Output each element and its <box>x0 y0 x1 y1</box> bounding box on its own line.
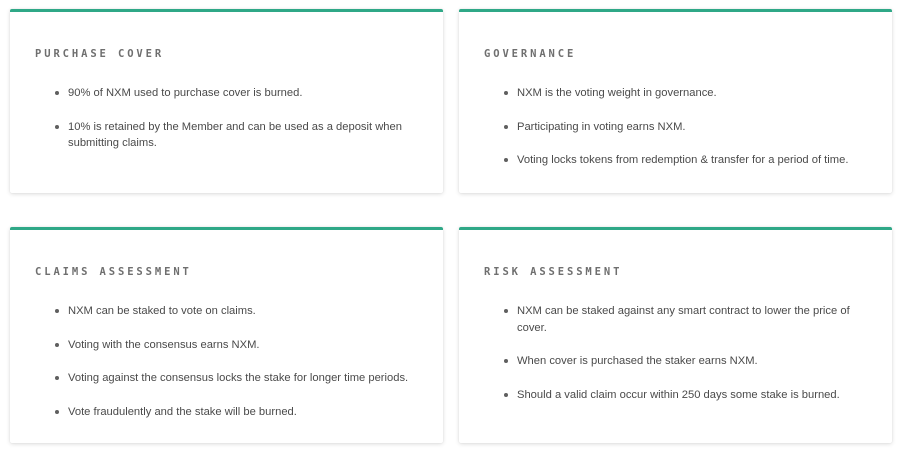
list-item <box>54 85 424 102</box>
list-item-text: Voting against the consensus locks the stake for longer time periods. <box>68 372 409 384</box>
list-item-text: Should a valid claim occur within 250 days some stake is burned. <box>517 388 840 401</box>
bullet-icon <box>504 393 508 397</box>
list-item-text: NXM can be staked to vote on claims. <box>68 305 256 317</box>
bullet-icon <box>504 158 508 162</box>
list-item-text: When cover is purchased the staker earns NXM. <box>517 355 758 367</box>
list-item <box>54 370 424 387</box>
list-item <box>503 353 873 370</box>
list-item <box>503 119 873 136</box>
list-item-text: NXM is the voting weight in governance. <box>517 87 717 99</box>
list-item-text: 90% of NXM used to purchase cover is burned. <box>68 87 303 99</box>
list-item <box>54 119 424 152</box>
list-item-text: Voting with the consensus earns NXM. <box>68 338 260 351</box>
bullet-icon <box>55 343 59 347</box>
list-item <box>54 303 424 320</box>
bullet-icon <box>504 359 508 363</box>
list-item-text: Participating in voting earns NXM. <box>517 120 686 133</box>
claims-assessment-card <box>10 227 443 443</box>
card-list <box>503 303 873 420</box>
bullet-icon <box>504 309 508 313</box>
list-item-text: 10% is retained by the Member and can be used as a deposit when submitting claims. <box>68 120 402 149</box>
list-item <box>503 387 873 404</box>
list-item <box>503 152 873 169</box>
bullet-icon <box>55 125 59 129</box>
list-item-text: Vote fraudulently and the stake will be burned. <box>68 405 297 418</box>
risk-assessment-card <box>459 227 892 443</box>
bullet-icon <box>55 91 59 95</box>
card-title: RISK ASSESSMENT <box>484 266 623 278</box>
list-item <box>503 303 873 336</box>
bullet-icon <box>55 376 59 380</box>
bullet-icon <box>55 410 59 414</box>
list-item-text: Voting locks tokens from redemption & transfer for a period of time. <box>517 154 849 166</box>
card-title: CLAIMS ASSESSMENT <box>35 266 192 278</box>
card-list <box>54 85 424 169</box>
list-item <box>54 337 424 354</box>
bullet-icon <box>55 309 59 313</box>
list-item <box>54 404 424 421</box>
card-list <box>54 303 424 437</box>
card-title: GOVERNANCE <box>484 48 577 60</box>
bullet-icon <box>504 91 508 95</box>
purchase-cover-card <box>10 9 443 193</box>
card-list <box>503 85 873 186</box>
bullet-icon <box>504 125 508 129</box>
card-title: PURCHASE COVER <box>35 48 165 60</box>
list-item <box>503 85 873 102</box>
list-item-text: NXM can be staked against any smart contract to lower the price of cover. <box>517 305 850 334</box>
governance-card <box>459 9 892 193</box>
